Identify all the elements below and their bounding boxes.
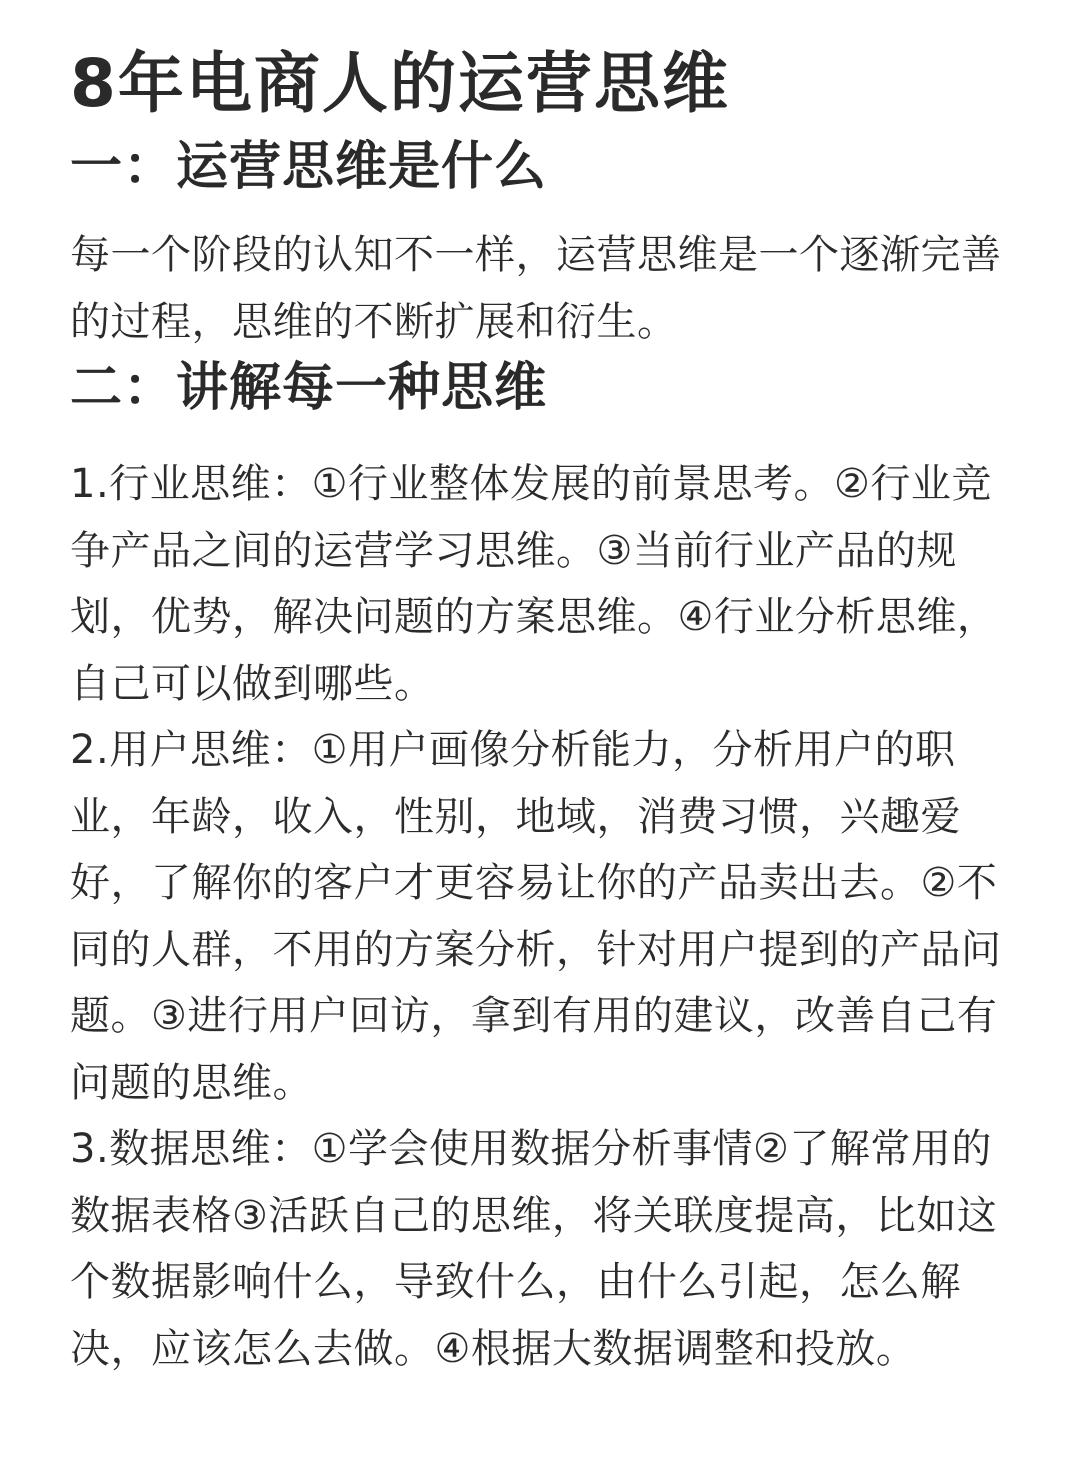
item-industry-thinking: 1.行业思维：①行业整体发展的前景思考。②行业竞争产品之间的运营学习思维。③当前行业产品的规划，优势，解决问题的方案思维。④行业分析思维，自己可以做到哪些。 [70,461,998,707]
section-heading-what-is: 一：运营思维是什么 [70,137,548,197]
item-user-thinking: 2.用户思维：①用户画像分析能力，分析用户的职业，年龄，收入，性别，地域，消费习惯，兴趣爱好，了解你的客户才更容易让你的产品卖出去。②不同的人群，不用的方案分析，针对用户提到的产品问题。③进行用户回访，拿到有用的建议，改善自己有问题的思维。 [70,727,1002,1106]
article-title: 8年电商人的运营思维 [70,45,730,122]
section-paragraph-what-is: 每一个阶段的认知不一样，运营思维是一个逐渐完善的过程，思维的不断扩展和衍生。 [70,232,1002,345]
section-heading-each-thinking: 二：讲解每一种思维 [70,358,548,418]
item-data-thinking: 3.数据思维：①学会使用数据分析事情②了解常用的数据表格③活跃自己的思维，将关联度提高，比如这个数据影响什么，导致什么，由什么引起，怎么解决，应该怎么去做。④根据大数据调整和投放。 [70,1126,998,1372]
